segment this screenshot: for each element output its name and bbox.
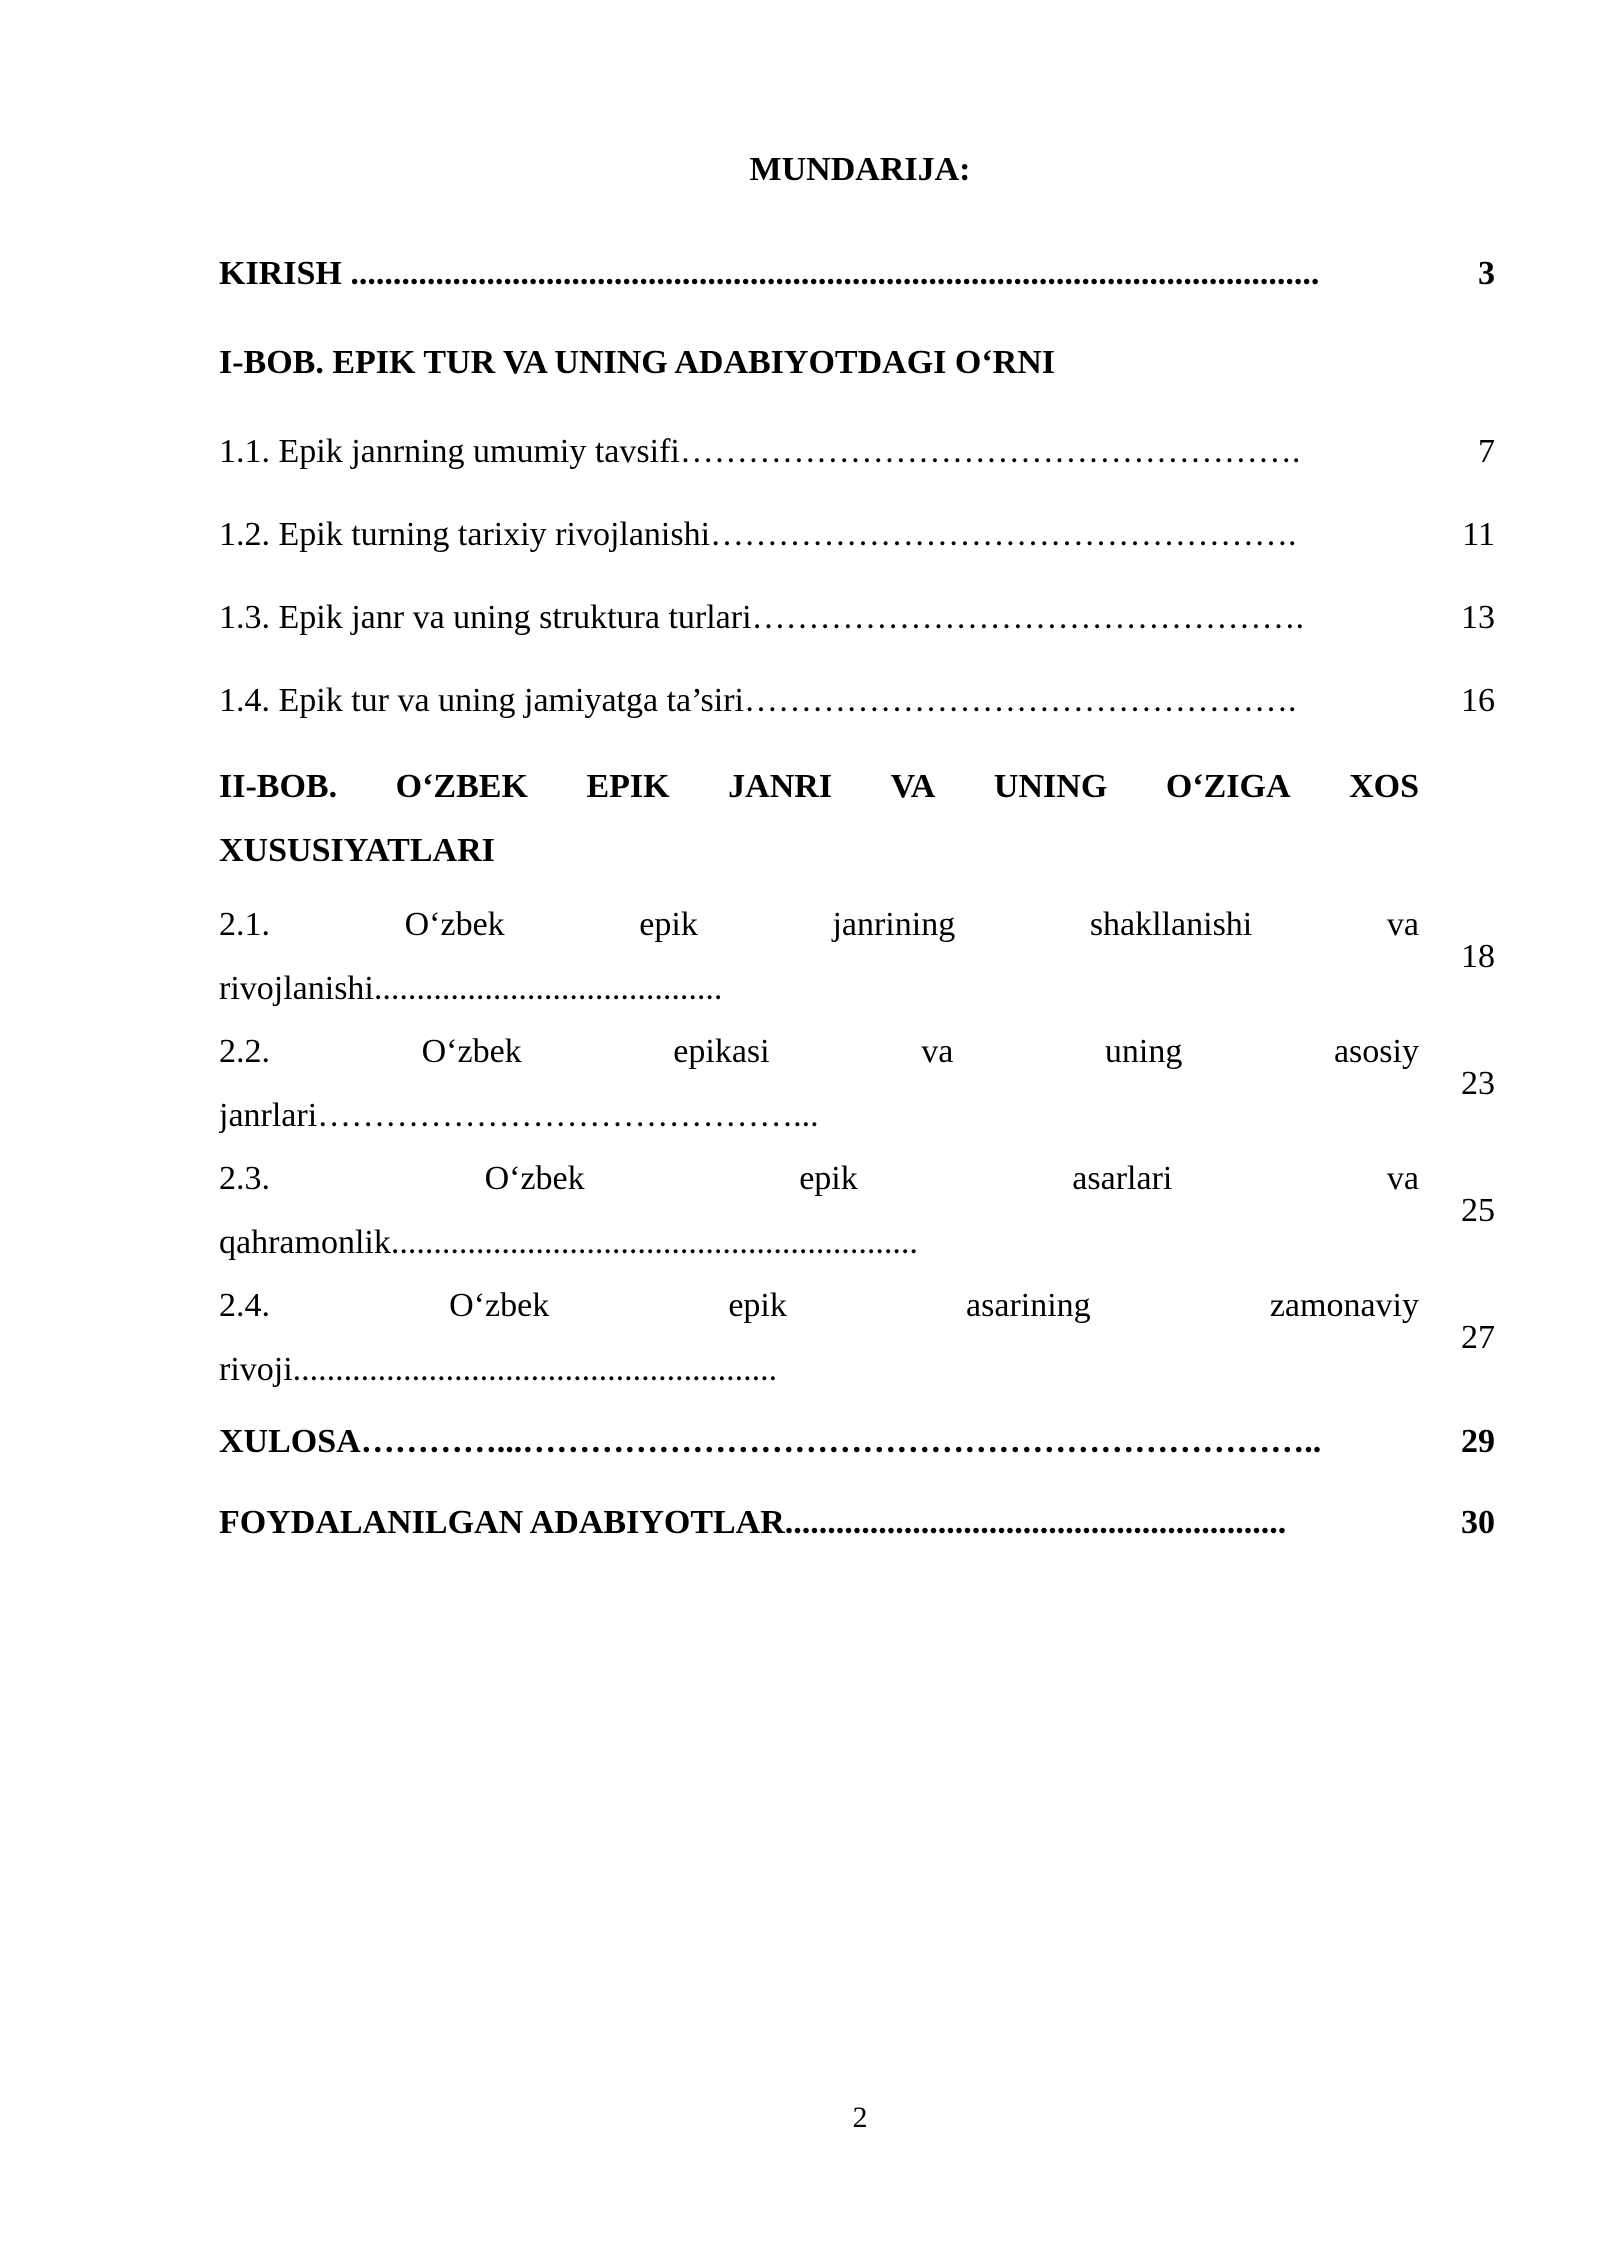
heading-word: JANRI [728,768,833,805]
entry-word: va [1386,906,1419,943]
toc-page-number: 3 [1478,255,1495,292]
toc-title: MUNDARIJA: [749,151,971,188]
toc-page-number: 7 [1478,433,1495,470]
toc-entry-2-2[interactable] [219,1032,1495,1136]
heading-word: EPIK [586,768,670,805]
toc-entry-label: XULOSA…………...…………………………………………………………….. [219,1423,1322,1460]
entry-word: janrining [832,906,956,943]
toc-entry-2-4[interactable] [219,1286,1495,1390]
entry-word: asosiy [1333,1033,1419,1070]
toc-entry-label: KIRISH .................................................................................................................. [219,255,1320,292]
entry-word: shakllanishi [1089,906,1253,943]
toc-entry-line-2: rivoji......................................................... [219,1351,778,1388]
page-number-footer: 2 [852,2101,868,2134]
toc-entry-line-1 [219,1159,1419,1199]
toc-page-number: 13 [1461,599,1495,636]
entry-word: va [921,1033,954,1070]
toc-page-number: 29 [1461,1423,1495,1460]
entry-word: O‘zbek [484,1160,585,1197]
heading-word: XOS [1349,768,1419,805]
toc-entry-2-3[interactable] [219,1159,1495,1263]
chapter-1-heading[interactable]: I-BOB. EPIK TUR VA UNING ADABIYOTDAGI O‘RNI [219,344,1055,381]
toc-entry-line-2: qahramonlik.............................................................. [219,1224,918,1261]
toc-page-number: 11 [1462,516,1495,553]
toc-page-number: 23 [1461,1065,1495,1102]
toc-page-number: 25 [1461,1192,1495,1229]
entry-word: va [1386,1160,1419,1197]
heading-word: II-BOB. [219,768,338,805]
toc-page-number: 30 [1461,1504,1495,1541]
entry-word: uning [1104,1033,1183,1070]
toc-entry-line-1 [219,1286,1419,1326]
heading-word: O‘ZBEK [395,768,528,805]
toc-entry-label: 1.2. Epik turning tarixiy rivojlanishi……………………………………………. [219,516,1297,553]
entry-word: asarining [966,1287,1091,1324]
toc-entry-line-2: janrlari……………………………………... [219,1097,819,1134]
toc-entry-label: 1.1. Epik janrning umumiy tavsifi………………………………………………. [219,433,1301,470]
heading-word: VA [890,768,936,805]
entry-word: 2.4. [219,1287,270,1324]
entry-word: epik [728,1287,787,1324]
chapter-2-heading-line-1 [219,767,1419,807]
chapter-2-heading-line-2: XUSUSIYATLARI [219,832,495,869]
chapter-2-heading[interactable] [219,767,1419,871]
entry-word: O‘zbek [421,1033,522,1070]
entry-word: O‘zbek [449,1287,550,1324]
toc-entry-line-1 [219,1032,1419,1072]
toc-entry-label: 1.4. Epik tur va uning jamiyatga ta’siri…………………………………………. [219,682,1297,719]
entry-word: 2.2. [219,1033,270,1070]
entry-word: 2.3. [219,1160,270,1197]
toc-entry-2-1[interactable] [219,905,1495,1009]
toc-entry-line-1 [219,905,1419,945]
toc-entry-label: FOYDALANILGAN ADABIYOTLAR........................................................... [219,1504,1287,1541]
heading-word: O‘ZIGA [1165,768,1291,805]
toc-entry-line-2: rivojlanishi......................................... [219,970,723,1007]
toc-entry-label: 1.3. Epik janr va uning struktura turlari…………………………………………. [219,599,1305,636]
toc-page-number: 18 [1461,938,1495,975]
toc-page-number: 16 [1461,682,1495,719]
entry-word: epikasi [673,1033,770,1070]
entry-word: asarlari [1072,1160,1173,1197]
heading-word: UNING [993,768,1108,805]
entry-word: epik [799,1160,858,1197]
entry-word: 2.1. [219,906,270,943]
toc-page-number: 27 [1461,1319,1495,1356]
entry-word: epik [639,906,698,943]
entry-word: zamonaviy [1269,1287,1419,1324]
entry-word: O‘zbek [404,906,505,943]
